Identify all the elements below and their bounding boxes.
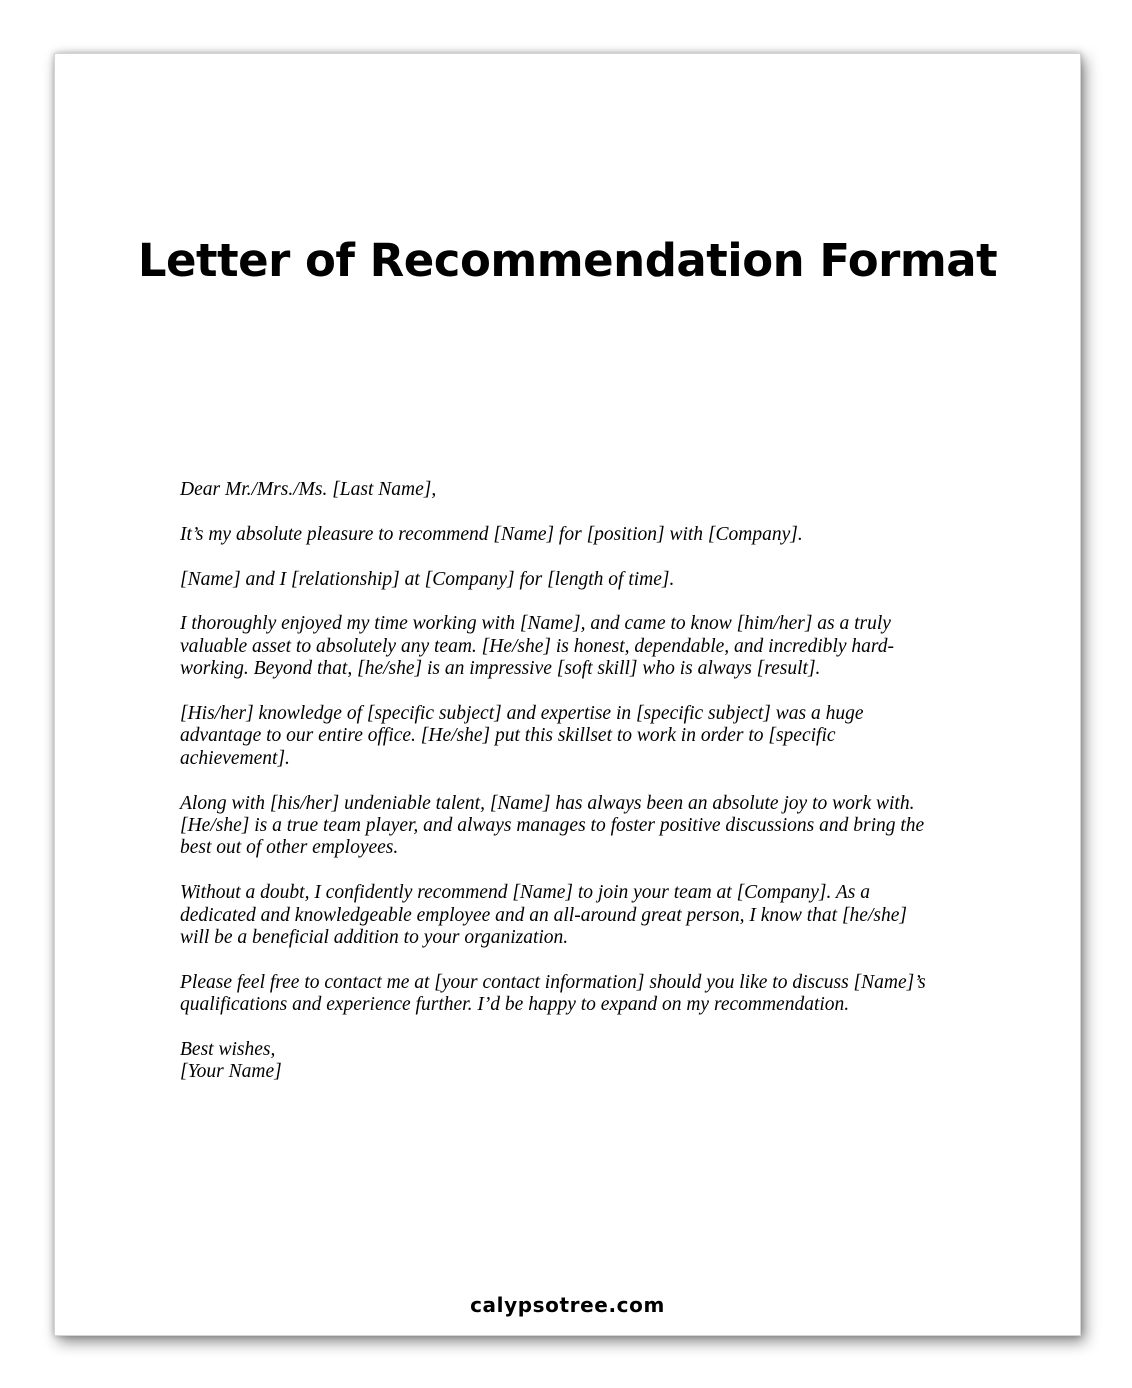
- document-title: Letter of Recommendation Format: [137, 234, 998, 287]
- paragraph-line: It’s my absolute pleasure to recommend [Name] for [position] with [Company].: [180, 523, 803, 545]
- paragraph-line: advantage to our entire office. [He/she] put this skillset to work in order to [specific: [180, 725, 836, 747]
- paragraph-line: [He/she] is a true team player, and always manages to foster positive discussions and bring the: [180, 815, 925, 837]
- letter-paragraph: [180, 793, 970, 860]
- paragraph-line: I thoroughly enjoyed my time working with [Name], and came to know [him/her] as a truly: [180, 613, 891, 635]
- paragraph-line: Along with [his/her] undeniable talent, [Name] has always been an absolute joy to work with.: [180, 792, 915, 814]
- paragraph-line: Please feel free to contact me at [your contact information] should you like to discuss [Name]’s: [180, 971, 926, 993]
- paragraph-line: valuable asset to absolutely any team. [He/she] is honest, dependable, and incredibly hard-: [180, 635, 894, 657]
- paragraph-line: Without a doubt, I confidently recommend [Name] to join your team at [Company]. As a: [180, 882, 871, 904]
- closing-line: Best wishes,: [180, 1039, 276, 1061]
- paragraph-line: qualifications and experience further. I’d be happy to expand on my recommendation.: [180, 994, 850, 1016]
- paragraph-line: achievement].: [180, 747, 290, 769]
- salutation-line: Dear Mr./Mrs./Ms. [Last Name],: [180, 479, 437, 500]
- letter-paragraph: [180, 524, 970, 546]
- paragraph-line: [Name] and I [relationship] at [Company] for [length of time].: [180, 568, 675, 590]
- letter-paragraphs: [180, 524, 970, 1017]
- paragraph-line: working. Beyond that, [he/she] is an impressive [soft skill] who is always [result].: [180, 658, 821, 680]
- letter-page: [54, 53, 1081, 1336]
- letter-body: [180, 479, 970, 1084]
- paragraph-line: dedicated and knowledgeable employee and an all-around great person, I know that [he/she]: [180, 904, 907, 926]
- signature-line: [Your Name]: [180, 1061, 282, 1083]
- letter-paragraph: [180, 972, 970, 1017]
- paragraph-line: [His/her] knowledge of [specific subject] and expertise in [specific subject] was a huge: [180, 703, 864, 724]
- paragraph-line: best out of other employees.: [180, 837, 399, 859]
- letter-paragraph: [180, 882, 970, 949]
- salutation: [180, 479, 970, 501]
- letter-paragraph: [180, 703, 970, 770]
- site-footer: calypsotree.com: [470, 1293, 665, 1317]
- paragraph-line: will be a beneficial addition to your organization.: [180, 927, 569, 949]
- closing: [180, 1039, 970, 1084]
- letter-paragraph: [180, 569, 970, 591]
- letter-paragraph: [180, 613, 970, 680]
